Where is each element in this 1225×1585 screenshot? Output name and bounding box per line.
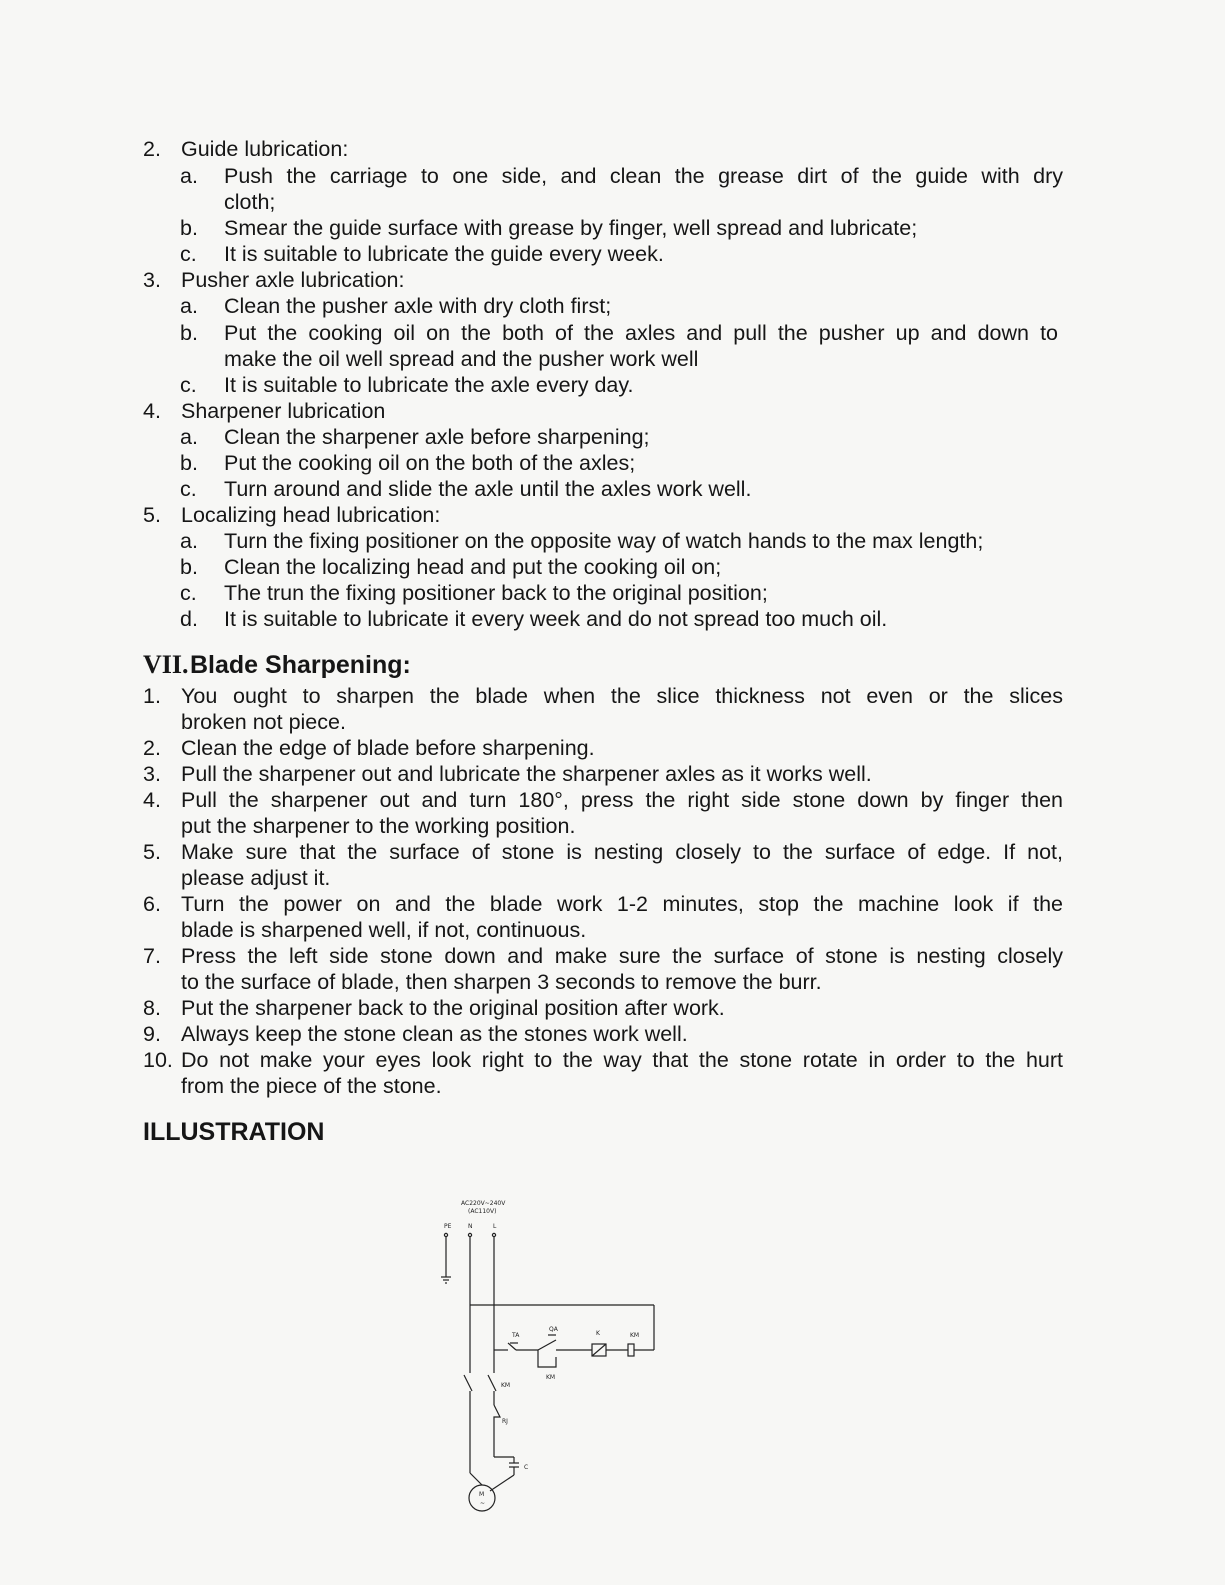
section-roman-numeral: VII. xyxy=(143,650,189,679)
section-heading: Blade Sharpening: xyxy=(190,651,411,679)
svg-text:KM: KM xyxy=(630,1332,640,1339)
step-number: 4. xyxy=(143,788,161,812)
step-number: 7. xyxy=(143,944,161,968)
svg-text:C: C xyxy=(524,1464,529,1471)
step-text: blade is sharpened well, if not, continuous. xyxy=(181,918,587,942)
item-text: It is suitable to lubricate the axle every day. xyxy=(224,373,634,397)
rj-thermal-relay xyxy=(494,1405,500,1457)
km-contactor-coil xyxy=(628,1344,634,1356)
section-title: Guide lubrication: xyxy=(181,137,349,161)
svg-text:TA: TA xyxy=(512,1332,520,1339)
item-text: Put the cooking oil on the both of the axles and pull the pusher up and down to xyxy=(224,321,1058,345)
item-letter: c. xyxy=(180,242,197,266)
item-letter: b. xyxy=(180,216,198,240)
item-text: Turn the fixing positioner on the opposite way of watch hands to the max length; xyxy=(224,529,984,553)
km-contact-line xyxy=(488,1375,496,1391)
item-text: Put the cooking oil on the both of the axles; xyxy=(224,451,636,475)
step-number: 6. xyxy=(143,892,161,916)
illustration-heading: ILLUSTRATION xyxy=(143,1118,325,1146)
item-text: Turn around and slide the axle until the axles work well. xyxy=(224,477,752,501)
step-text: Always keep the stone clean as the stones work well. xyxy=(181,1022,688,1046)
item-text: Clean the pusher axle with dry cloth first; xyxy=(224,294,612,318)
item-letter: c. xyxy=(180,373,197,397)
svg-text:KM: KM xyxy=(546,1374,556,1381)
svg-text:RJ: RJ xyxy=(502,1418,508,1425)
svg-text:~: ~ xyxy=(480,1500,486,1507)
step-text: put the sharpener to the working position. xyxy=(181,814,576,838)
step-number: 8. xyxy=(143,996,161,1020)
ta-stop-switch xyxy=(508,1343,516,1350)
l-terminal xyxy=(492,1233,495,1236)
section-number: 3. xyxy=(143,268,161,292)
item-letter: a. xyxy=(180,294,198,318)
item-letter: b. xyxy=(180,451,198,475)
step-number: 5. xyxy=(143,840,161,864)
item-letter: c. xyxy=(180,581,197,605)
item-text: Push the carriage to one side, and clean the grease dirt of the guide with dry xyxy=(224,164,1063,188)
step-text: Clean the edge of blade before sharpening. xyxy=(181,736,595,760)
supply-voltage-alt-label: (AC110V) xyxy=(468,1208,497,1215)
step-number: 1. xyxy=(143,684,161,708)
section-number: 4. xyxy=(143,399,161,423)
item-letter: d. xyxy=(180,607,198,631)
step-number: 3. xyxy=(143,762,161,786)
km-contact-neutral xyxy=(464,1375,472,1391)
step-text: You ought to sharpen the blade when the slice thickness not even or the slices xyxy=(181,684,1063,708)
step-text: Make sure that the surface of stone is nesting closely to the surface of edge. If not, xyxy=(181,840,1063,864)
step-text: Turn the power on and the blade work 1-2 minutes, stop the machine look if the xyxy=(181,892,1063,916)
step-text: from the piece of the stone. xyxy=(181,1074,442,1098)
step-number: 2. xyxy=(143,736,161,760)
item-letter: b. xyxy=(180,555,198,579)
item-text: Clean the localizing head and put the cooking oil on; xyxy=(224,555,722,579)
step-text: broken not piece. xyxy=(181,710,346,734)
wiring-diagram xyxy=(430,1195,670,1525)
svg-text:M: M xyxy=(479,1491,485,1498)
step-number: 10. xyxy=(143,1048,173,1072)
section-number: 5. xyxy=(143,503,161,527)
step-text: Do not make your eyes look right to the way that the stone rotate in order to the hurt xyxy=(181,1048,1063,1072)
section-title: Sharpener lubrication xyxy=(181,399,386,423)
motor-symbol xyxy=(469,1485,495,1511)
item-text: make the oil well spread and the pusher work well xyxy=(224,347,699,371)
l-terminal-label: L xyxy=(493,1223,497,1230)
section-title: Localizing head lubrication: xyxy=(181,503,441,527)
step-text: Pull the sharpener out and lubricate the sharpener axles as it works well. xyxy=(181,762,872,786)
item-text: It is suitable to lubricate the guide every week. xyxy=(224,242,664,266)
item-letter: a. xyxy=(180,164,198,188)
item-letter: a. xyxy=(180,425,198,449)
pe-terminal xyxy=(444,1233,447,1236)
n-terminal xyxy=(468,1233,471,1236)
step-text: please adjust it. xyxy=(181,866,331,890)
item-letter: c. xyxy=(180,477,197,501)
km-holding-contact xyxy=(538,1350,556,1367)
section-number: 2. xyxy=(143,137,161,161)
pe-terminal-label: PE xyxy=(444,1223,452,1230)
item-text: Smear the guide surface with grease by finger, well spread and lubricate; xyxy=(224,216,918,240)
qa-start-switch xyxy=(538,1340,556,1350)
step-text: Press the left side stone down and make sure the surface of stone is nesting closely xyxy=(181,944,1063,968)
step-text: to the surface of blade, then sharpen 3 seconds to remove the burr. xyxy=(181,970,822,994)
svg-text:K: K xyxy=(596,1330,600,1337)
step-number: 9. xyxy=(143,1022,161,1046)
step-text: Pull the sharpener out and turn 180°, press the right side stone down by finger then xyxy=(181,788,1063,812)
n-terminal-label: N xyxy=(468,1223,473,1230)
svg-text:QA: QA xyxy=(549,1326,558,1333)
item-letter: b. xyxy=(180,321,198,345)
svg-text:KM: KM xyxy=(501,1382,511,1389)
item-text: cloth; xyxy=(224,190,276,214)
item-text: It is suitable to lubricate it every week and do not spread too much oil. xyxy=(224,607,888,631)
supply-voltage-label: AC220V~240V xyxy=(461,1200,506,1207)
item-text: Clean the sharpener axle before sharpening; xyxy=(224,425,650,449)
step-text: Put the sharpener back to the original position after work. xyxy=(181,996,725,1020)
section-title: Pusher axle lubrication: xyxy=(181,268,405,292)
item-letter: a. xyxy=(180,529,198,553)
item-text: The trun the fixing positioner back to the original position; xyxy=(224,581,768,605)
